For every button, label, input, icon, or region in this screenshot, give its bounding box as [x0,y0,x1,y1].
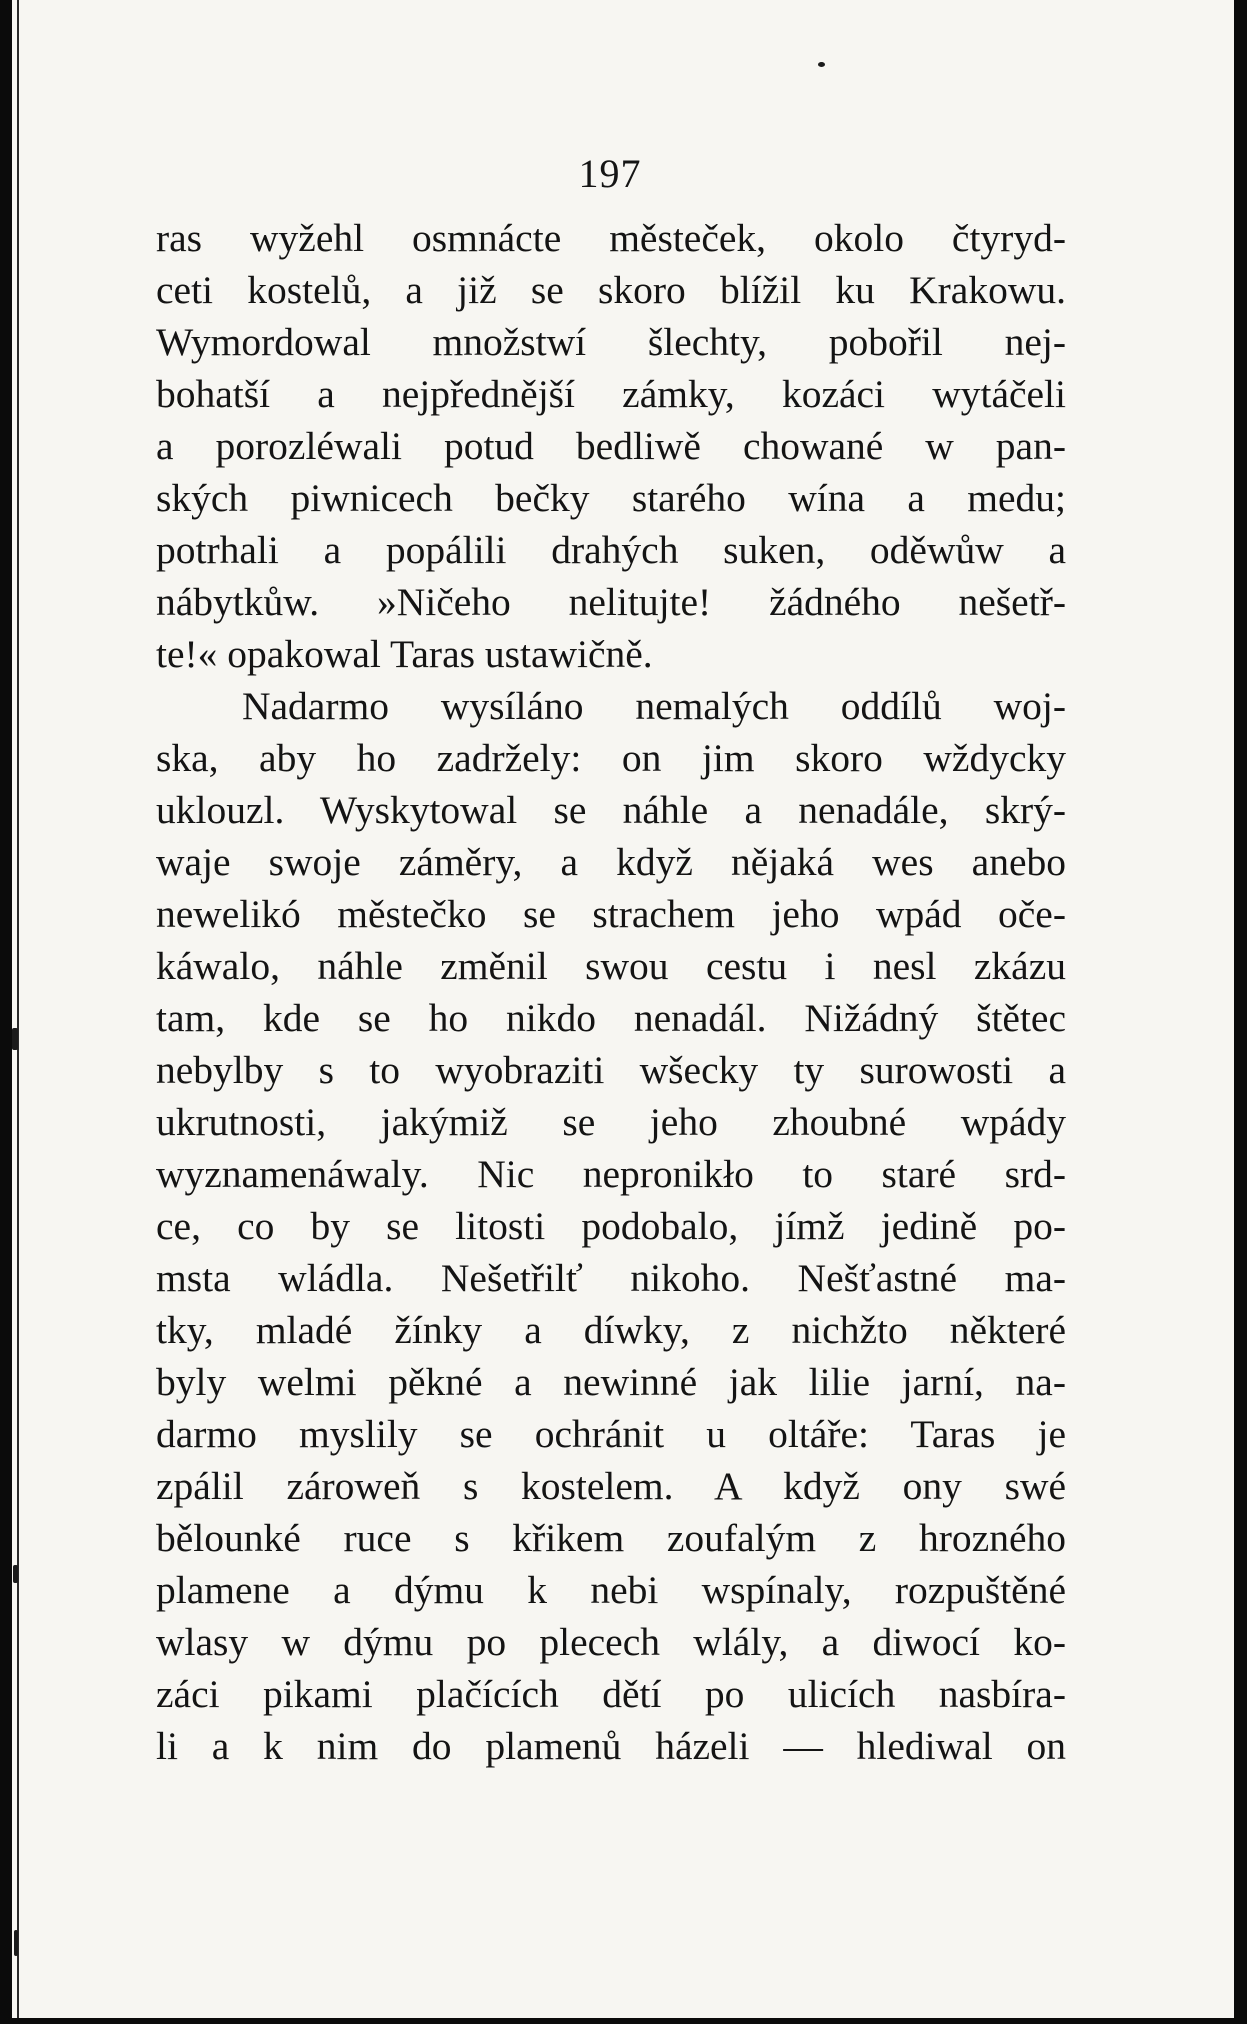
scan-edge-shadow [1237,0,1247,2024]
ink-speck [13,1565,18,1583]
text-line: newelikó městečko se strachem jeho wpád oče- [156,892,1066,936]
text-line: nábytkůw. »Ničeho nelitujte! žádného nešetř- [156,580,1066,624]
text-line: Nadarmo wysíláno nemalých oddílů woj- [242,684,1066,728]
text-line: káwalo, náhle změnil swou cestu i nesl zkázu [156,944,1066,988]
text-line: ras wyžehl osmnácte městeček, okolo čtyryd- [156,216,1066,260]
text-line: záci pikami plačících dětí po ulicích nasbíra- [156,1672,1066,1716]
ink-speck [14,1930,18,1956]
page-edge-rule [17,0,19,2018]
text-line: uklouzl. Wyskytowal se náhle a nenadále, skrý- [156,788,1066,832]
text-line: bohatší a nejpřednější zámky, kozáci wytáčeli [156,372,1066,416]
text-line: ských piwnicech bečky starého wína a medu; [156,476,1066,520]
text-line: li a k nim do plamenů házeli — hlediwal on [156,1724,1066,1768]
text-line: tky, mladé žínky a díwky, z nichžto některé [156,1308,1066,1352]
ink-speck [818,62,825,67]
ink-speck [12,1028,18,1050]
body-text [156,212,1066,1772]
page-number: 197 [578,151,642,196]
text-line: te!« opakowal Taras ustawičně. [156,632,653,676]
text-line: wyznamenáwaly. Nic nepronikło to staré srd- [156,1152,1066,1196]
text-line: waje swoje záměry, a když nějaká wes anebo [156,840,1066,884]
text-line: potrhali a popálili drahých suken, oděwůw a [156,528,1066,572]
text-line: zpálil zároweň s kostelem. A když ony swé [156,1464,1066,1508]
text-line: a porozléwali potud bedliwě chowané w pan- [156,424,1066,468]
text-line: nebylby s to wyobraziti wšecky ty surowosti a [156,1048,1066,1092]
text-line: ceti kostelů, a již se skoro blížil ku Krakowu. [156,268,1066,312]
text-line: darmo myslily se ochránit u oltáře: Taras je [156,1412,1066,1456]
text-line: byly welmi pěkné a newinné jak lilie jarní, na- [156,1360,1066,1404]
text-line: ce, co by se litosti podobalo, jímž jedině po- [156,1204,1066,1248]
text-line: ska, aby ho zadržely: on jim skoro wždycky [156,736,1066,780]
text-line: msta wládla. Nešetřilť nikoho. Nešťastné ma- [156,1256,1066,1300]
text-line: Wymordowal množstwí šlechty, pobořil nej- [156,320,1066,364]
text-line: tam, kde se ho nikdo nenadál. Nižádný štětec [156,996,1066,1040]
text-line: plamene a dýmu k nebi wspínaly, rozpuštěné [156,1568,1066,1612]
text-line: ukrutnosti, jakýmiž se jeho zhoubné wpády [156,1100,1066,1144]
text-line: bělounké ruce s křikem zoufalým z hrozného [156,1516,1066,1560]
text-line: wlasy w dýmu po plecech wlály, a diwocí ko- [156,1620,1066,1664]
